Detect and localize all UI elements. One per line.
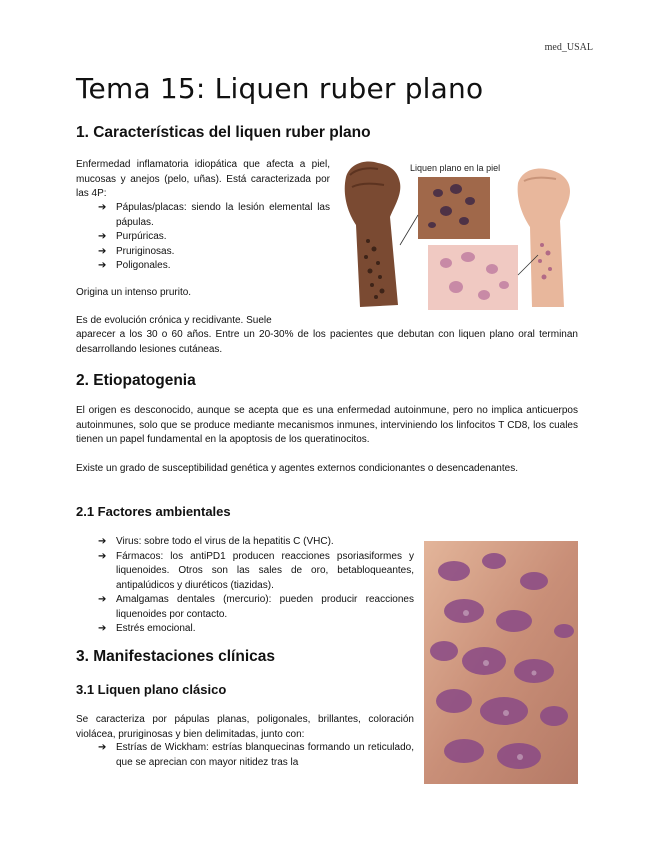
arrow-icon: ➔ [98, 231, 107, 242]
list-item: ➔ Estrías de Wickham: estrías blanquecinas formando un reticulado, que se aprecian con mayor nitidez tras la [98, 742, 414, 768]
arrow-icon: ➔ [98, 550, 107, 562]
section-1-heading: 1. Características del liquen ruber plano [76, 124, 371, 141]
section-1-prurito: Origina un intenso prurito. [76, 287, 192, 298]
arrow-icon: ➔ [98, 245, 107, 257]
section-2-paragraph-2: Existe un grado de susceptibilidad genética y agentes externos condicionantes o desencadenantes. [76, 463, 518, 474]
section-3-1-intro: Se caracteriza por pápulas planas, poligonales, brillantes, coloración violácea, pruriginosas y bien delimitadas, junto con: [76, 714, 414, 740]
arrow-icon: ➔ [98, 202, 107, 213]
illustration-arm-lesions [338, 155, 583, 315]
list-item: ➔ Fármacos: los antiPD1 producen reacciones psoriasiformes y liquenoides. Otros son las sales de oro, betabloqueantes, antipalúdicos y diuréticos (tiazidas). [98, 550, 414, 591]
section-1-evolucion-a: Es de evolución crónica y recidivante. Suele [76, 315, 272, 326]
photo-skin-lesions-svg [424, 541, 578, 784]
list-item: ➔ Purpúricas. [76, 230, 330, 245]
arrow-icon: ➔ [98, 260, 107, 271]
section-2-heading: 2. Etiopatogenia [76, 372, 196, 389]
section-2-paragraph-1: El origen es desconocido, aunque se acepta que es una enfermedad autoinmune, pero no implica anticuerpos autoinmunes, solo que se produce mediante mecanismos inmunes, interviniendo los linfocitos T CD8, los cuales tienen un papel fundamental en la apoptosis de los queratinocitos. [76, 405, 578, 445]
list-item: ➔ Pruriginosas. [76, 245, 330, 260]
list-item: ➔ Virus: sobre todo el virus de la hepatitis C (VHC). [76, 535, 414, 550]
section-2-1-heading: 2.1 Factores ambientales [76, 504, 231, 519]
section-1-list [76, 201, 330, 274]
section-3-1-heading: 3.1 Liquen plano clásico [76, 682, 227, 697]
arrow-icon: ➔ [98, 536, 107, 547]
page-title: Tema 15: Liquen ruber plano [76, 72, 484, 105]
arrow-icon: ➔ [98, 742, 107, 753]
arrow-icon: ➔ [98, 623, 107, 634]
list-item: ➔ Estrés emocional. [76, 622, 414, 637]
section-1-evolucion-b: aparecer a los 30 o 60 años. Entre un 20-30% de los pacientes que debutan con liquen plano oral terminan desarrollando lesiones cutáneas. [76, 329, 578, 355]
section-3-heading: 3. Manifestaciones clínicas [76, 648, 276, 665]
photo-skin-lesions [424, 541, 578, 784]
list-item: ➔ Pápulas/placas: siendo la lesión elemental las pápulas. [98, 202, 330, 228]
section-1-intro: Enfermedad inflamatoria idiopática que afecta a piel, mucosas y anejos (pelo, uñas). Está caracterizada por las 4P: [76, 159, 330, 199]
illustration-caption: Liquen plano en la piel [410, 163, 501, 173]
list-item: ➔ Poligonales. [76, 259, 330, 274]
section-2-1-list [76, 535, 414, 637]
list-item: ➔ Amalgamas dentales (mercurio): pueden producir reacciones liquenoides por contacto. [98, 594, 414, 620]
arrow-icon: ➔ [98, 594, 107, 605]
illustration-arm-lesions-svg [338, 155, 583, 315]
header-tag: med_USAL [544, 42, 593, 53]
section-3-1-list [76, 741, 414, 770]
